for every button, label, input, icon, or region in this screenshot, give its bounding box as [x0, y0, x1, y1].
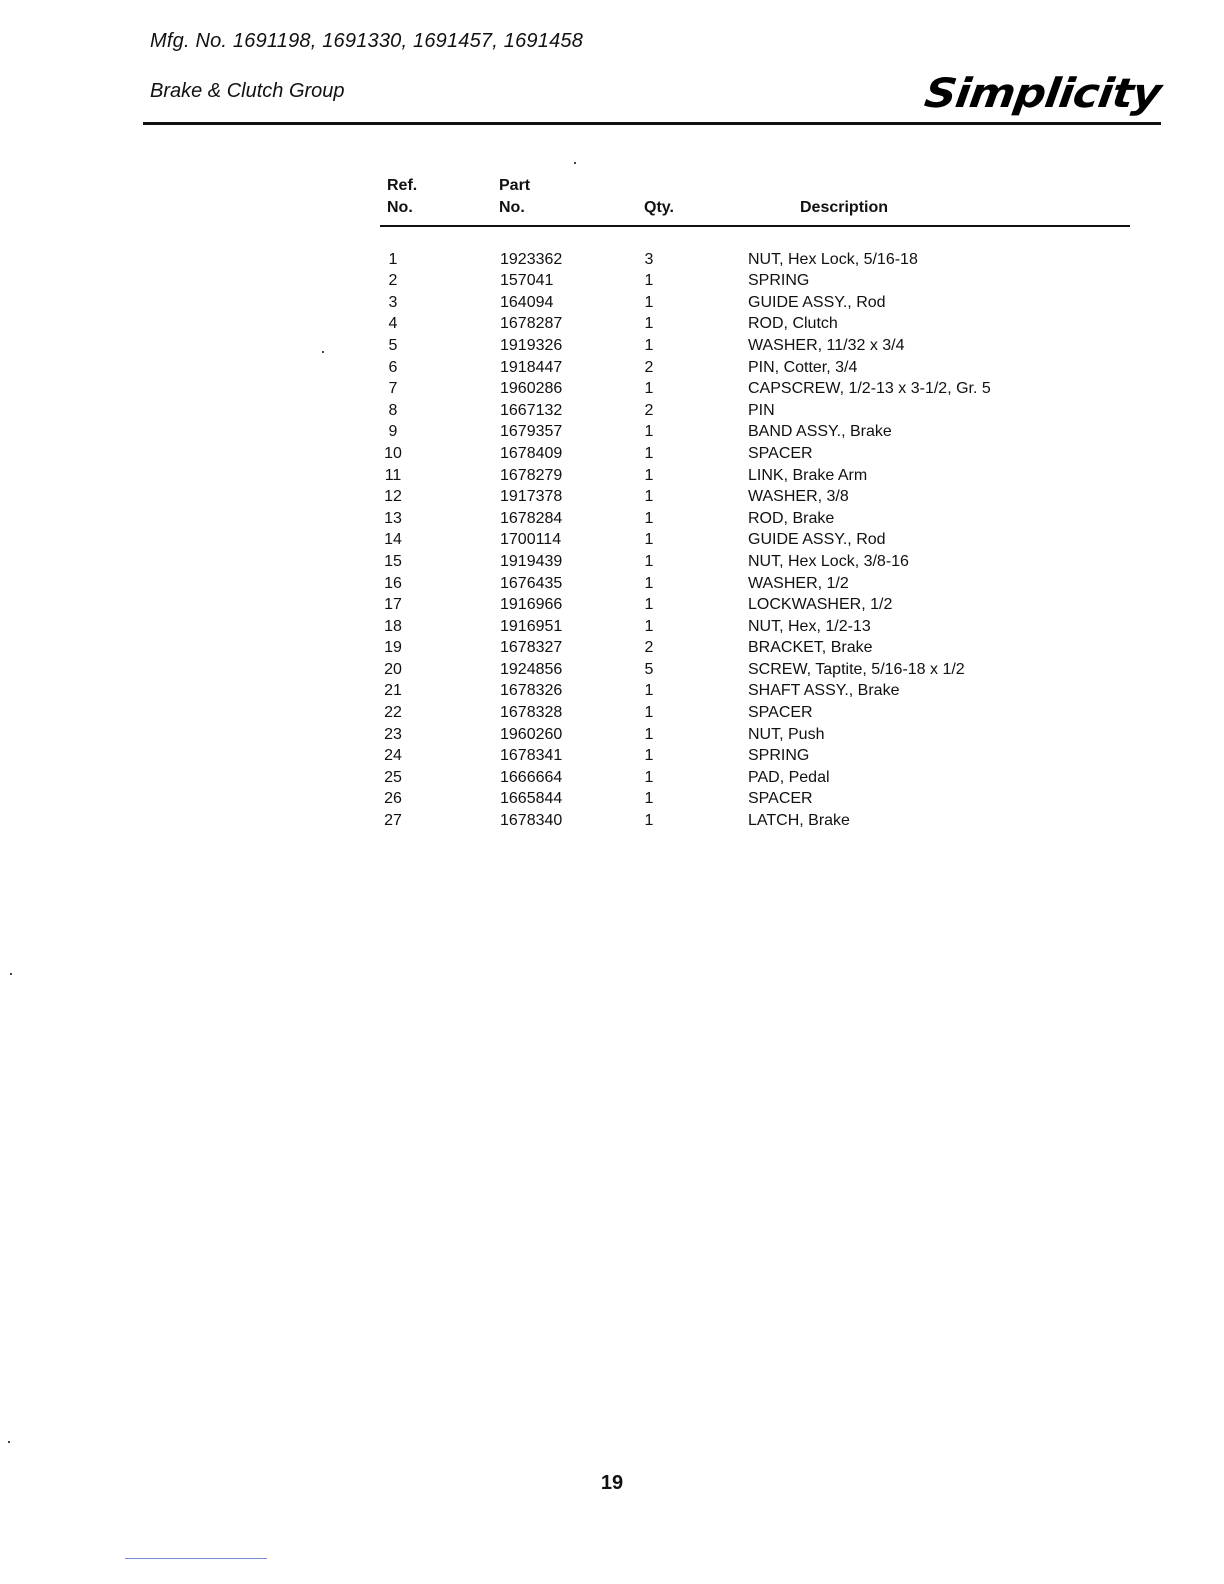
table-spacer-row	[380, 226, 1130, 249]
ref-no: 7	[388, 380, 398, 398]
part-no: 1678279	[500, 466, 563, 484]
ref-no-cell	[380, 659, 492, 681]
table-row	[380, 270, 1130, 292]
ref-no-cell	[380, 573, 492, 595]
qty: 1	[644, 488, 654, 506]
mfg-number-line: Mfg. No. 1691198, 1691330, 1691457, 1691458	[150, 30, 584, 52]
description: PIN, Cotter, 3/4	[748, 358, 858, 376]
ref-no-cell	[380, 702, 492, 724]
description: NUT, Push	[748, 725, 825, 743]
qty: 1	[644, 293, 654, 311]
ref-no: 23	[384, 725, 402, 743]
part-no: 1678341	[500, 747, 563, 765]
ref-no: 13	[384, 509, 402, 527]
ref-no-cell	[380, 400, 492, 422]
qty: 1	[644, 768, 654, 786]
ref-no-cell	[380, 443, 492, 465]
ref-no: 19	[384, 639, 402, 657]
qty-cell	[644, 249, 748, 271]
qty: 1	[644, 682, 654, 700]
table-row	[380, 724, 1130, 746]
description: WASHER, 11/32 x 3/4	[748, 336, 905, 354]
description: SPACER	[748, 444, 813, 462]
ref-no-cell	[380, 421, 492, 443]
qty: 1	[644, 747, 654, 765]
ref-no-cell	[380, 616, 492, 638]
qty: 1	[644, 552, 654, 570]
part-no: 1919439	[500, 552, 563, 570]
description: NUT, Hex, 1/2-13	[748, 617, 871, 635]
qty: 1	[644, 380, 654, 398]
ref-no: 15	[384, 552, 402, 570]
qty-cell	[644, 508, 748, 530]
part-no: 1678327	[500, 639, 563, 657]
table-row	[380, 292, 1130, 314]
qty: 2	[644, 401, 654, 419]
qty-cell	[644, 292, 748, 314]
ref-no-cell	[380, 594, 492, 616]
ref-no-cell	[380, 292, 492, 314]
qty: 1	[644, 423, 654, 441]
ref-no-cell	[380, 357, 492, 379]
part-no: 1678326	[500, 682, 563, 700]
description: BAND ASSY., Brake	[748, 423, 892, 441]
ref-no-cell	[380, 249, 492, 271]
table-row	[380, 745, 1130, 767]
table-row	[380, 465, 1130, 487]
table-header-row	[380, 175, 1130, 226]
description: NUT, Hex Lock, 5/16-18	[748, 250, 918, 268]
qty-cell	[644, 573, 748, 595]
part-no: 1678328	[500, 704, 563, 722]
qty-cell	[644, 724, 748, 746]
table-row	[380, 378, 1130, 400]
description: SPACER	[748, 790, 813, 808]
qty: 1	[644, 531, 654, 549]
description: SHAFT ASSY., Brake	[748, 682, 900, 700]
qty-cell	[644, 486, 748, 508]
ref-no: 8	[388, 401, 398, 419]
qty-cell	[644, 270, 748, 292]
header-divider	[143, 122, 1161, 125]
description: ROD, Clutch	[748, 315, 838, 333]
table-row	[380, 788, 1130, 810]
qty-cell	[644, 465, 748, 487]
table-row	[380, 573, 1130, 595]
description: NUT, Hex Lock, 3/8-16	[748, 552, 909, 570]
table-row	[380, 335, 1130, 357]
description: WASHER, 1/2	[748, 574, 849, 592]
description: CAPSCREW, 1/2-13 x 3-1/2, Gr. 5	[748, 380, 991, 398]
qty-cell	[644, 400, 748, 422]
part-no: 1666664	[500, 768, 563, 786]
table-row	[380, 529, 1130, 551]
table-row	[380, 421, 1130, 443]
part-no: 1678284	[500, 509, 563, 527]
qty: 2	[644, 639, 654, 657]
qty-cell	[644, 745, 748, 767]
part-no: 1667132	[500, 401, 563, 419]
part-no: 1700114	[500, 531, 562, 549]
qty: 1	[644, 596, 654, 614]
qty-cell	[644, 810, 748, 832]
ref-no: 9	[388, 423, 398, 441]
qty-cell	[644, 702, 748, 724]
page-number: 19	[600, 1472, 624, 1494]
qty: 1	[644, 812, 654, 830]
part-no: 1918447	[500, 358, 563, 376]
description: LINK, Brake Arm	[748, 466, 868, 484]
table-row	[380, 551, 1130, 573]
brand-logo: Simplicity	[921, 70, 1164, 117]
qty-cell	[644, 313, 748, 335]
table-row	[380, 702, 1130, 724]
part-no: 1916951	[500, 617, 563, 635]
ref-no-cell	[380, 724, 492, 746]
qty: 5	[644, 660, 654, 678]
ref-no: 27	[384, 812, 402, 830]
ref-no: 2	[388, 272, 398, 290]
ref-no-cell	[380, 465, 492, 487]
qty: 1	[644, 272, 654, 290]
ref-no: 1	[388, 250, 398, 268]
ref-no-cell	[380, 508, 492, 530]
qty-cell	[644, 551, 748, 573]
ref-no-cell	[380, 788, 492, 810]
part-no: 1665844	[500, 790, 563, 808]
table-row	[380, 810, 1130, 832]
header-part-no: Part No.	[499, 177, 531, 216]
part-no: 1679357	[500, 423, 563, 441]
description: SPACER	[748, 704, 813, 722]
description: SPRING	[748, 747, 810, 765]
ref-no-cell	[380, 313, 492, 335]
part-no: 1678409	[500, 444, 563, 462]
header-qty: Qty.	[644, 199, 674, 216]
part-no: 1960286	[500, 380, 563, 398]
part-no: 164094	[500, 293, 554, 311]
scan-speck	[10, 973, 12, 975]
parts-table-body	[380, 226, 1130, 832]
table-row	[380, 508, 1130, 530]
qty-cell	[644, 637, 748, 659]
table-row	[380, 594, 1130, 616]
description: PIN	[748, 401, 775, 419]
description: SPRING	[748, 272, 810, 290]
description: GUIDE ASSY., Rod	[748, 293, 886, 311]
table-row	[380, 659, 1130, 681]
qty-cell	[644, 421, 748, 443]
ref-no-cell	[380, 335, 492, 357]
header-ref-no: Ref. No.	[387, 177, 418, 216]
qty: 1	[644, 617, 654, 635]
parts-table	[380, 175, 1130, 832]
ref-no: 21	[384, 682, 402, 700]
ref-no-cell	[380, 745, 492, 767]
qty-cell	[644, 767, 748, 789]
qty: 1	[644, 790, 654, 808]
ref-no: 11	[384, 466, 402, 484]
ref-no-cell	[380, 680, 492, 702]
part-no: 1678340	[500, 812, 563, 830]
ref-no: 18	[384, 617, 402, 635]
qty-cell	[644, 616, 748, 638]
part-no: 1678287	[500, 315, 563, 333]
ref-no: 14	[384, 531, 402, 549]
ref-no: 12	[384, 488, 402, 506]
part-no: 1960260	[500, 725, 563, 743]
description: GUIDE ASSY., Rod	[748, 531, 886, 549]
ref-no: 20	[384, 660, 402, 678]
ref-no: 22	[384, 704, 402, 722]
qty: 1	[644, 704, 654, 722]
qty-cell	[644, 335, 748, 357]
part-no: 1923362	[500, 250, 563, 268]
qty-cell	[644, 659, 748, 681]
qty: 1	[644, 315, 654, 333]
qty-cell	[644, 378, 748, 400]
ref-no-cell	[380, 378, 492, 400]
qty-cell	[644, 357, 748, 379]
ref-no: 26	[384, 790, 402, 808]
ref-no-cell	[380, 637, 492, 659]
qty-cell	[644, 788, 748, 810]
table-row	[380, 249, 1130, 271]
table-row	[380, 616, 1130, 638]
table-row	[380, 357, 1130, 379]
part-no: 1924856	[500, 660, 563, 678]
ref-no-cell	[380, 486, 492, 508]
ref-no: 4	[388, 315, 398, 333]
part-no: 1916966	[500, 596, 563, 614]
qty-cell	[644, 529, 748, 551]
ref-no: 16	[384, 574, 402, 592]
qty: 1	[644, 725, 654, 743]
part-no: 1919326	[500, 336, 563, 354]
qty-cell	[644, 680, 748, 702]
description: BRACKET, Brake	[748, 639, 873, 657]
table-row	[380, 767, 1130, 789]
ref-no-cell	[380, 810, 492, 832]
description: LATCH, Brake	[748, 812, 850, 830]
ref-no: 10	[384, 444, 402, 462]
table-row	[380, 313, 1130, 335]
part-no: 157041	[500, 272, 554, 290]
header-description: Description	[800, 199, 889, 216]
ref-no: 17	[384, 596, 402, 614]
scan-speck	[322, 351, 324, 353]
description: SCREW, Taptite, 5/16-18 x 1/2	[748, 660, 965, 678]
qty: 2	[644, 358, 654, 376]
description: LOCKWASHER, 1/2	[748, 596, 893, 614]
qty-cell	[644, 594, 748, 616]
ref-no: 25	[384, 768, 402, 786]
scan-speck	[8, 1441, 10, 1443]
group-title: Brake & Clutch Group	[150, 80, 345, 102]
table-row	[380, 443, 1130, 465]
ref-no-cell	[380, 529, 492, 551]
table-row	[380, 400, 1130, 422]
ref-no: 6	[388, 358, 398, 376]
description: WASHER, 3/8	[748, 488, 849, 506]
ref-no-cell	[380, 551, 492, 573]
ref-no: 3	[388, 293, 398, 311]
description: ROD, Brake	[748, 509, 835, 527]
table-row	[380, 680, 1130, 702]
scan-speck	[574, 162, 576, 164]
qty-cell	[644, 443, 748, 465]
ref-no-cell	[380, 767, 492, 789]
qty: 1	[644, 509, 654, 527]
table-row	[380, 637, 1130, 659]
qty: 3	[644, 250, 654, 268]
description: PAD, Pedal	[748, 768, 830, 786]
ref-no-cell	[380, 270, 492, 292]
table-row	[380, 486, 1130, 508]
qty: 1	[644, 574, 654, 592]
bottom-rule	[125, 1558, 267, 1559]
part-no: 1917378	[500, 488, 563, 506]
qty: 1	[644, 336, 654, 354]
ref-no: 5	[388, 336, 398, 354]
qty: 1	[644, 466, 654, 484]
qty: 1	[644, 444, 654, 462]
ref-no: 24	[384, 747, 402, 765]
part-no: 1676435	[500, 574, 563, 592]
